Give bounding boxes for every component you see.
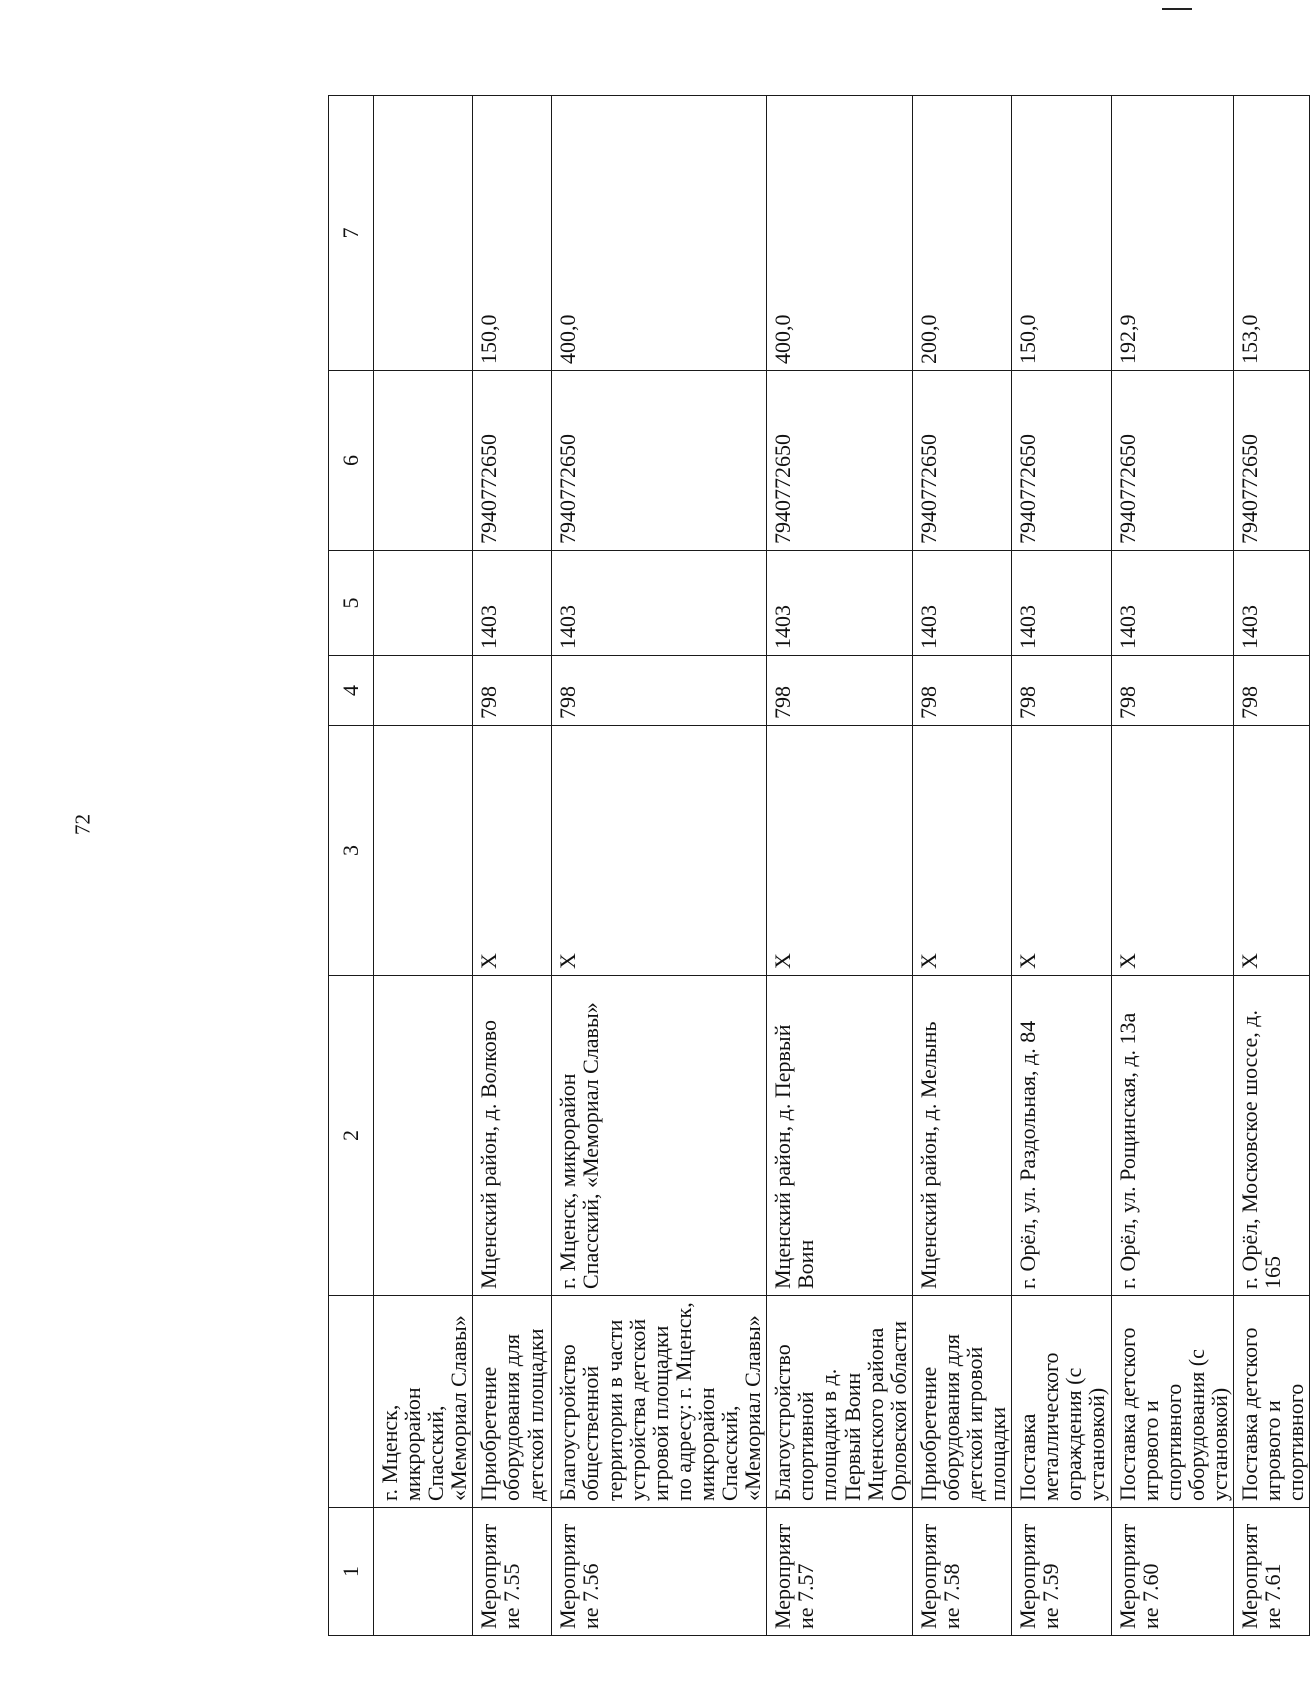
cell-col7: 400,0 [767,96,913,371]
cell-col6: 7940772650 [1012,371,1111,551]
cell-col3: X [767,726,913,976]
cell-col7: 150,0 [473,96,552,371]
cell-description: Благоустройство спортивной площадки в д. Первый Воин Мценского района Орловской области [767,1296,913,1508]
cell-col6: 7940772650 [912,371,1011,551]
cell-col7: 192,9 [1111,96,1233,371]
cell-col4: 798 [912,656,1011,726]
cell-id [374,1508,473,1636]
cell-col5: 1403 [1234,551,1310,656]
cell-col5: 1403 [1012,551,1111,656]
rotated-table-container [328,96,1309,1636]
header-cell-6: 6 [329,371,374,551]
header-cell-2: 2 [329,976,374,1296]
cell-col4: 798 [767,656,913,726]
cell-col5: 1403 [552,551,767,656]
cell-col5: 1403 [912,551,1011,656]
cell-col4: 798 [473,656,552,726]
cell-id: Мероприятие 7.61 [1234,1508,1310,1636]
cell-description: Благоустройство общественной территории в части устройства детской игровой площадки по адресу: г. Мценск, микрорайон Спасский, «Мемориал Славы» [552,1296,767,1508]
cell-col7: 200,0 [912,96,1011,371]
table-row [473,96,552,1636]
corner-mark [1162,8,1192,10]
cell-col7: 150,0 [1012,96,1111,371]
cell-col4: 798 [1234,656,1310,726]
table-row [1012,96,1111,1636]
cell-col6 [374,371,473,551]
cell-description: Поставка детского игрового и спортивного оборудования (с установкой) [1111,1296,1233,1508]
cell-description: Поставка детского игрового и спортивного [1234,1296,1310,1508]
cell-address: г. Мценск, микрорайон Спасский, «Мемориал Славы» [552,976,767,1296]
cell-id: Мероприятие 7.59 [1012,1508,1111,1636]
header-cell-4: 4 [329,656,374,726]
table-header-row [329,96,374,1636]
cell-col6: 7940772650 [1234,371,1310,551]
cell-col3: X [1111,726,1233,976]
budget-table [328,95,1310,1636]
table-row [552,96,767,1636]
cell-address: Мценский район, д. Первый Воин [767,976,913,1296]
cell-id: Мероприятие 7.55 [473,1508,552,1636]
cell-id: Мероприятие 7.56 [552,1508,767,1636]
cell-id: Мероприятие 7.57 [767,1508,913,1636]
cell-col5: 1403 [767,551,913,656]
cell-id: Мероприятие 7.60 [1111,1508,1233,1636]
cell-address: Мценский район, д. Волково [473,976,552,1296]
cell-col4: 798 [552,656,767,726]
cell-col3: X [473,726,552,976]
cell-description: Поставка металлического ограждения (с установкой) [1012,1296,1111,1508]
cell-address: г. Орёл, ул. Раздольная, д. 84 [1012,976,1111,1296]
cell-col5: 1403 [473,551,552,656]
cell-col3: X [912,726,1011,976]
table-row-continuation [374,96,473,1636]
cell-col7 [374,96,473,371]
cell-address: г. Орёл, ул. Рощинская, д. 13а [1111,976,1233,1296]
cell-col5: 1403 [1111,551,1233,656]
cell-address: г. Орёл, Московское шоссе, д. 165 [1234,976,1310,1296]
cell-description: Приобретение оборудования для детской площадки [473,1296,552,1508]
cell-id: Мероприятие 7.58 [912,1508,1011,1636]
table-row [912,96,1011,1636]
cell-col3: X [1012,726,1111,976]
cell-address [374,976,473,1296]
cell-col6: 7940772650 [1111,371,1233,551]
header-cell-1: 1 [329,1508,374,1636]
cell-col3 [374,726,473,976]
cell-address: Мценский район, д. Мелынь [912,976,1011,1296]
cell-col3: X [552,726,767,976]
cell-col4 [374,656,473,726]
cell-col6: 7940772650 [552,371,767,551]
header-cell-2a [329,1296,374,1508]
table-row [1234,96,1310,1636]
cell-col6: 7940772650 [473,371,552,551]
cell-col5 [374,551,473,656]
cell-col4: 798 [1111,656,1233,726]
header-cell-3: 3 [329,726,374,976]
cell-col7: 153,0 [1234,96,1310,371]
header-cell-5: 5 [329,551,374,656]
header-cell-7: 7 [329,96,374,371]
cell-col7: 400,0 [552,96,767,371]
cell-col4: 798 [1012,656,1111,726]
cell-col6: 7940772650 [767,371,913,551]
cell-description: Приобретение оборудования для детской игровой площадки [912,1296,1011,1508]
table-row [767,96,913,1636]
table-row [1111,96,1233,1636]
cell-description: г. Мценск, микрорайон Спасский, «Мемориал Славы» [374,1296,473,1508]
page-number: 72 [70,814,95,835]
cell-col3: X [1234,726,1310,976]
